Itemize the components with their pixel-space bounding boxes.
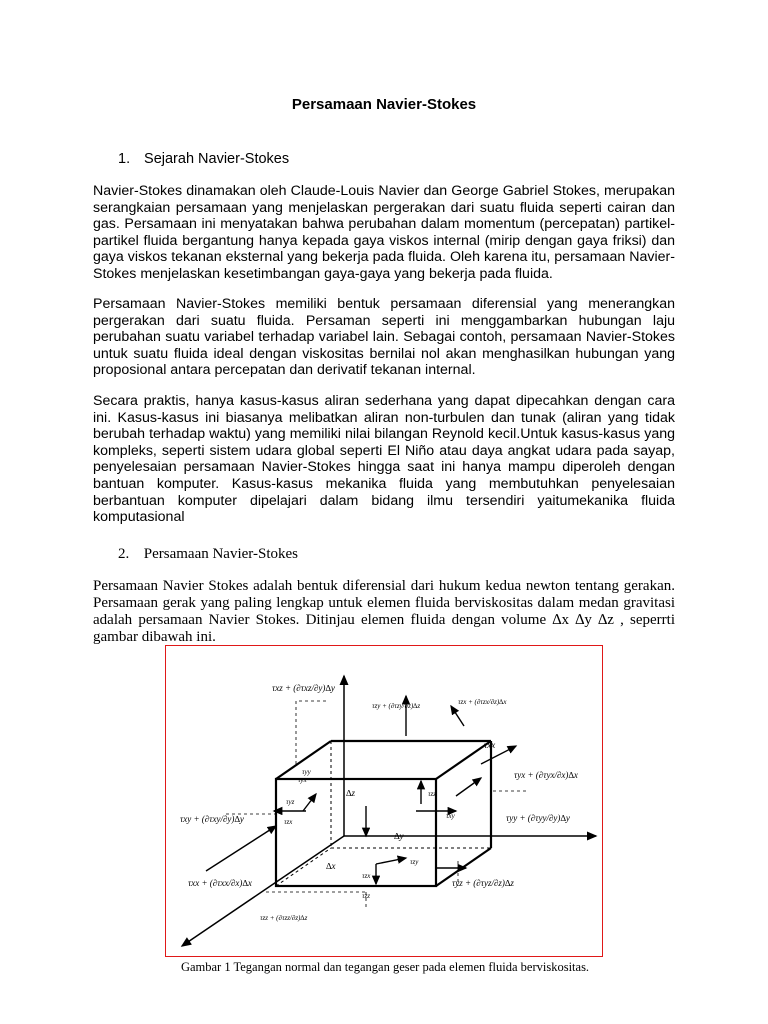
label-tau-yy-expr: τyy + (∂τyy/∂y)∆y <box>506 813 570 823</box>
section-1-paragraph-1: Navier-Stokes dinamakan oleh Claude-Louis Navier dan George Gabriel Stokes, merupakan serangkaian persamaan yang menjelaskan pergerakan dari suatu fluida seperti cairan dan gas. Persamaan ini menyatakan bahwa perubahan dalam momentum (percepatan) partikel-partikel fluida bergantung hanya kepada gaya viskos internal (mirip dengan gaya friksi) dan gaya viskos tekanan eksternal yang bekerja pada fluida. Oleh karena itu, persamaan Navier-Stokes menjelaskan kesetimbangan gaya-gaya yang bekerja pada fluida. <box>93 183 675 282</box>
label-tau-yz: τyz <box>286 798 295 806</box>
section-1-title: Sejarah Navier-Stokes <box>144 151 290 167</box>
label-tau-zx: τzx <box>284 818 293 826</box>
label-tau-zy: τzy + (∂τzy/∂z)∆z <box>372 702 421 710</box>
section-1-number: 1. <box>118 151 131 167</box>
label-dz: ∆z <box>346 788 356 798</box>
label-dx: ∆x <box>326 861 336 871</box>
label-tau-yx-expr: τyx + (∂τyx/∂x)∆x <box>514 770 578 780</box>
label-tau-xy-expr: τxy + (∂τxy/∂y)∆y <box>180 814 244 824</box>
section-1-paragraph-3: Secara praktis, hanya kasus-kasus aliran sederhana yang dapat dipecahkan dengan cara ini. Kasus-kasus ini biasanya melibatkan aliran non-turbulen dan tunak (aliran yang tidak berubah terhadap waktu) yang memiliki nilai bilangan Reynold kecil.Untuk kasus-kasus yang kompleks, seperti sistem udara global seperti El Niño atau daya angkat udara pada sayap, penyelesaian persamaan Navier-Stokes hingga saat ini hanya mampu diperoleh dengan bantuan komputer. Kasus-kasus mekanika fluida yang membutuhkan penyelesaian berbantuan komputer dipelajari dalam bidang ilmu tersendiri yaitumekanika fluida komputasional <box>93 393 675 526</box>
section-2-heading <box>118 546 298 563</box>
label-tau-zz-expr: τzz + (∂τzz/∂z)∆z <box>260 914 308 922</box>
label-tau-zx-top: τzx + (∂τzx/∂z)∆x <box>458 698 507 706</box>
section-2-paragraph: Persamaan Navier Stokes adalah bentuk diferensial dari hukum kedua newton tentang gerakan. Persamaan gerak yang paling lengkap untuk elemen fluida berviskositas dalam medan gravitasi adalah persamaan Navier Stokes. Ditinjau elemen fluida dengan volume ∆x ∆y ∆z , seperrti gambar dibawah ini. <box>93 578 675 645</box>
x-axis <box>182 836 344 946</box>
section-1-heading <box>118 151 289 167</box>
figure-caption: Gambar 1 Tegangan normal dan tegangan geser pada elemen fluida berviskositas. <box>180 960 590 974</box>
label-tau-yz-expr: τyz + (∂τyz/∂z)∆z <box>452 878 514 888</box>
label-tau-yx: τyx <box>298 776 307 784</box>
section-1-paragraph-2: Persamaan Navier-Stokes memiliki bentuk persamaan diferensial yang menerangkan pergerakan dari suatu fluida. Persaman seperti ini menggambarkan hubungan laju perubahan suatu variabel terhadap variabel lain. Sebagai contoh, persamaan Navier-Stokes untuk suatu fluida ideal dengan viskositas bernilai nol akan menghasilkan hubungan yang proposional antara percepatan dan derivatif tekanan internal. <box>93 296 675 379</box>
label-top-left: τxz + (∂τxz/∂y)∆y <box>272 683 335 693</box>
section-2-number: 2. <box>118 546 130 562</box>
label-tau-xx-expr: τxx + (∂τxx/∂x)∆x <box>188 878 252 888</box>
stress-element-figure <box>165 645 603 957</box>
label-tau-zz-small: τzz <box>362 892 370 900</box>
stress-element-diagram <box>166 646 604 958</box>
label-tau-yy: τyy <box>302 768 311 776</box>
label-tau-xx-right: τxx <box>484 740 496 750</box>
label-tau-zx-small: τzx <box>362 872 371 880</box>
label-dy: ∆y <box>394 831 404 841</box>
section-2-title: Persamaan Navier-Stokes <box>143 546 298 562</box>
page-title: Persamaan Navier-Stokes <box>291 96 477 113</box>
label-tau-xy: τxy <box>446 812 455 820</box>
label-tau-zy-small: τzy <box>410 858 419 866</box>
fluid-element-cube <box>276 741 491 886</box>
label-tau-zz: τzz <box>428 790 436 798</box>
